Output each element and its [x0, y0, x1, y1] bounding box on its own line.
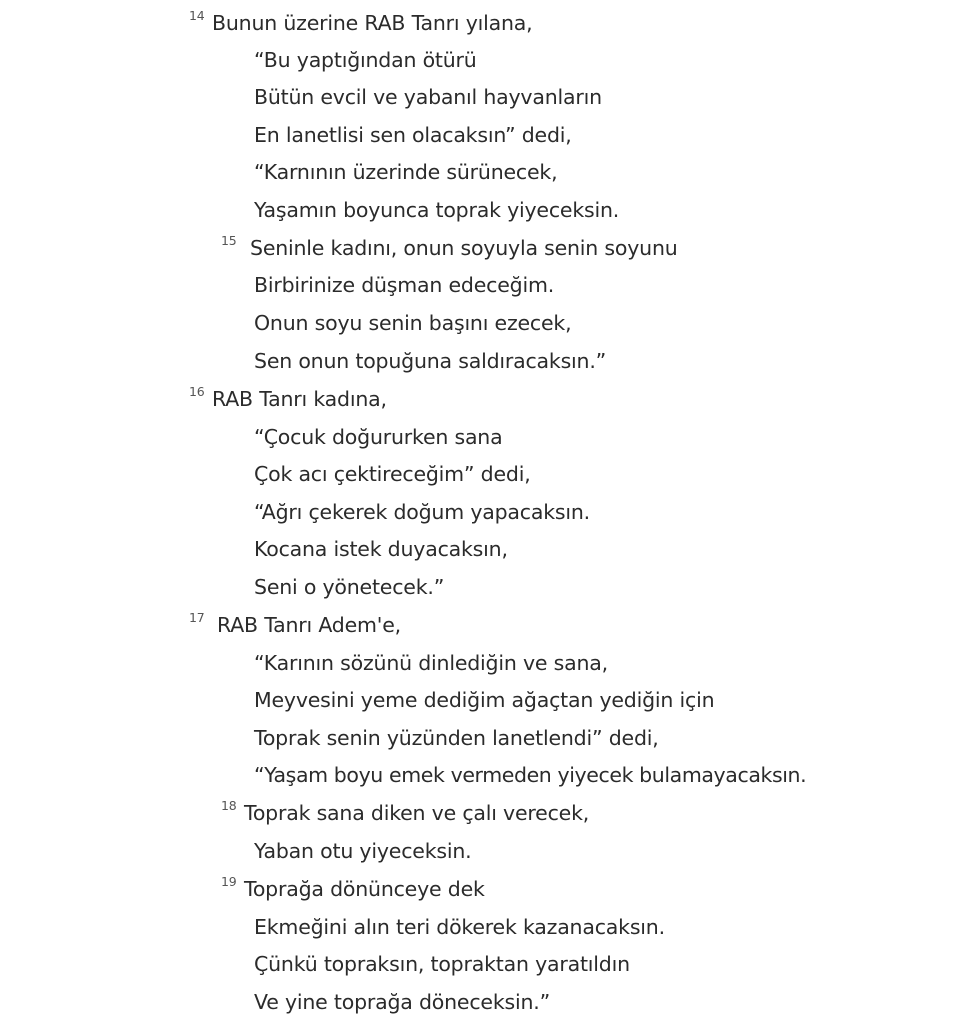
verse-line: Çok acı çektireceğim” dedi, — [254, 462, 531, 486]
verse-line: Seni o yönetecek.” — [254, 575, 445, 599]
verse-text: Seninle kadını, onun soyuyla senin soyunu — [250, 236, 678, 260]
verse-line: Ve yine toprağa döneceksin.” — [254, 990, 551, 1014]
verse-line: Toprak senin yüzünden lanetlendi” dedi, — [254, 726, 659, 750]
verse-line: “Yaşam boyu emek vermeden yiyecek bulamayacaksın. — [254, 763, 807, 787]
verse-line: Bütün evcil ve yabanıl hayvanların — [254, 85, 602, 109]
verse-number: 14 — [189, 8, 205, 23]
verse-line: Kocana istek duyacaksın, — [254, 537, 508, 561]
verse-line: Sen onun topuğuna saldıracaksın.” — [254, 349, 607, 373]
verse-line: Yaşamın boyunca toprak yiyeceksin. — [254, 198, 620, 222]
verse-line: “Karının sözünü dinlediğin ve sana, — [254, 651, 608, 675]
verse-number: 18 — [221, 798, 237, 813]
verse-line: En lanetlisi sen olacaksın” dedi, — [254, 123, 572, 147]
verse-line: Birbirinize düşman edeceğim. — [254, 273, 555, 297]
verse-line: “Bu yaptığından ötürü — [254, 48, 477, 72]
verse-line: “Karnının üzerinde sürünecek, — [254, 160, 558, 184]
verse-text: Toprağa dönünceye dek — [244, 877, 485, 901]
verse-line: Çünkü topraksın, topraktan yaratıldın — [254, 952, 630, 976]
verse-number: 16 — [189, 384, 205, 399]
verse-text: Toprak sana diken ve çalı verecek, — [244, 801, 590, 825]
verse-number: 19 — [221, 874, 237, 889]
verse-line: Yaban otu yiyeceksin. — [254, 839, 472, 863]
verse-line: “Ağrı çekerek doğum yapacaksın. — [254, 500, 590, 524]
verse-text: RAB Tanrı Adem'e, — [217, 613, 401, 637]
verse-text: RAB Tanrı kadına, — [212, 387, 387, 411]
verse-line: Onun soyu senin başını ezecek, — [254, 311, 572, 335]
verse-number: 15 — [221, 233, 237, 248]
verse-number: 17 — [189, 610, 205, 625]
verse-line: Ekmeğini alın teri dökerek kazanacaksın. — [254, 915, 665, 939]
verse-text: Bunun üzerine RAB Tanrı yılana, — [212, 11, 533, 35]
verse-line: Meyvesini yeme dediğim ağaçtan yediğin için — [254, 688, 715, 712]
verse-line: “Çocuk doğururken sana — [254, 425, 503, 449]
